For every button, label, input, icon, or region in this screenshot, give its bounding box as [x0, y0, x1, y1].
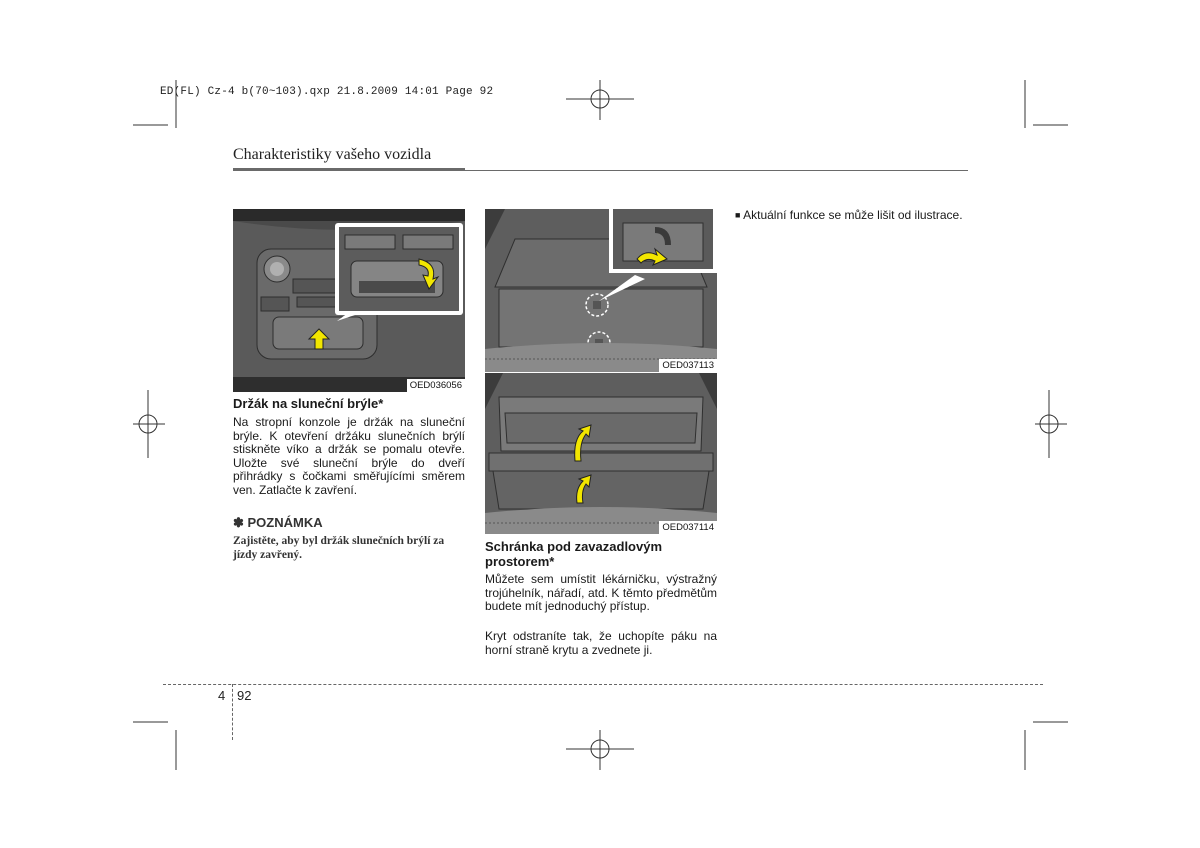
- footer-dashed-rule: [163, 684, 1043, 685]
- chapter-number: 4: [218, 688, 226, 703]
- print-slug: ED(FL) Cz-4 b(70~103).qxp 21.8.2009 14:01 Page 92: [160, 86, 494, 98]
- footer-dashed-divider: [232, 684, 233, 740]
- note-text: Zajistěte, aby byl držák slunečních brýlí za jízdy zavřený.: [233, 535, 445, 561]
- cargo-box-para-2: Kryt odstraníte tak, že uchopíte páku na horní straně krytu a zvednete ji.: [485, 629, 717, 657]
- chapter-title: Charakteristiky vašeho vozidla: [233, 146, 432, 163]
- cargo-box-para-1: Můžete sem umístit lékárničku, výstražný trojúhelník, nářadí, atd. K těmto předmětům budete mít jednoduchý přístup.: [485, 572, 717, 614]
- cargo-box-heading: Schránka pod zavazadlovým prostorem*: [485, 539, 663, 569]
- header-rule-thick: [233, 168, 465, 171]
- disclaimer-text: Aktuální funkce se může lišit od ilustrace.: [743, 208, 963, 222]
- sunglass-holder-body: Na stropní konzole je držák na sluneční brýle. K otevření držáku slunečních brýlí stiskněte víko a držák se pomalu otevře. Uložte své sluneční brýle do dveří přihrádky s čočkami směřujícími směrem ven. Zatlačte k zavření.: [233, 415, 465, 497]
- sunglass-holder-heading: Držák na sluneční brýle*: [233, 396, 384, 411]
- figure-code-bottom: OED037114: [659, 521, 717, 534]
- bullet-square-icon: ■: [735, 210, 741, 220]
- cargo-cover-figure: [485, 209, 717, 372]
- underfloor-box-illustration: [485, 373, 717, 534]
- disclaimer-note: [735, 208, 967, 223]
- cargo-area-illustration: [485, 209, 717, 372]
- header-rule-thin: [465, 170, 968, 171]
- sunglass-holder-figure: [233, 209, 465, 392]
- note-title: ✽ POZNÁMKA: [233, 515, 323, 530]
- figure-code-top: OED037113: [659, 359, 717, 372]
- page-number: 92: [237, 688, 252, 703]
- overhead-console-illustration: [233, 209, 465, 392]
- figure-code: OED036056: [407, 379, 465, 392]
- underfloor-box-figure: [485, 372, 717, 534]
